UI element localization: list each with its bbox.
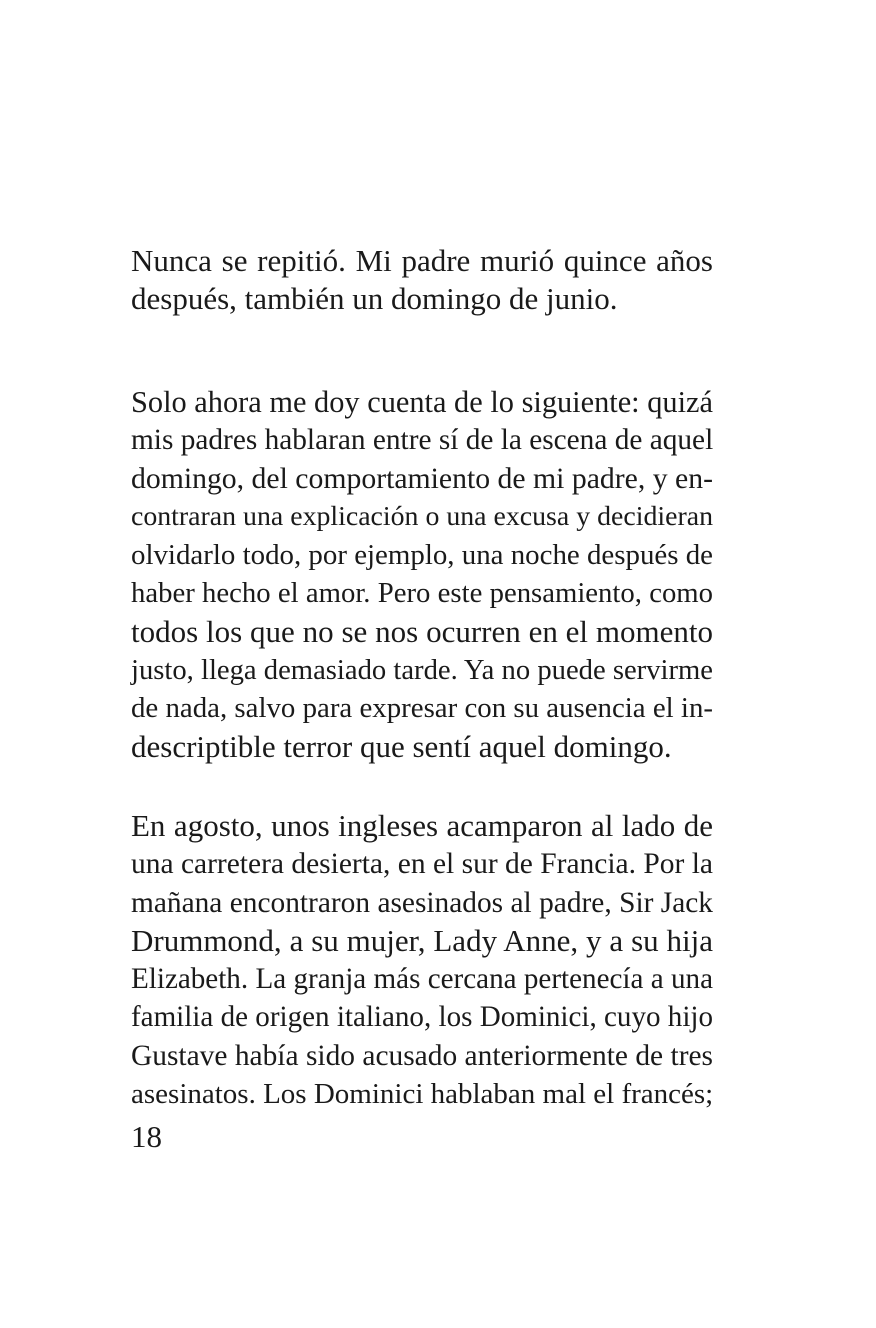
text-line: una carretera desierta, en el sur de Francia. Por la <box>131 848 713 881</box>
text-line: descriptible terror que sentí aquel domingo. <box>131 728 672 764</box>
text-line: Solo ahora me doy cuenta de lo siguiente: quizá <box>131 385 713 419</box>
text-line: Nunca se repitió. Mi padre murió quince años <box>131 243 713 278</box>
page-number: 18 <box>131 1119 162 1154</box>
text-line: familia de origen italiano, los Dominici, cuyo hijo <box>131 1001 713 1034</box>
text-line: Drummond, a su mujer, Lady Anne, y a su hija <box>131 922 713 958</box>
text-line: asesinatos. Los Dominici hablaban mal el francés; <box>131 1078 714 1111</box>
text-line: domingo, del comportamiento de mi padre, y en- <box>131 462 713 495</box>
paragraph-1 <box>131 242 713 319</box>
text-line: haber hecho el amor. Pero este pensamiento, como <box>131 577 713 610</box>
text-line: todos los que no se nos ocurren en el momento <box>131 613 713 649</box>
text-line: olvidarlo todo, por ejemplo, una noche después de <box>131 539 713 572</box>
text-line: justo, llega demasiado tarde. Ya no puede servirme <box>131 654 713 687</box>
paragraph-2 <box>131 383 713 766</box>
text-line: mañana encontraron asesinados al padre, Sir Jack <box>131 886 713 919</box>
text-line: mis padres hablaran entre sí de la escena de aquel <box>131 424 714 457</box>
text-line: después, también un domingo de junio. <box>131 281 618 317</box>
paragraph-3 <box>131 807 713 1113</box>
text-line: contraran una explicación o una excusa y decidieran <box>131 500 713 532</box>
text-line: Gustave había sido acusado anteriormente de tres <box>131 1039 713 1072</box>
text-line: Elizabeth. La granja más cercana pertenecía a una <box>131 963 713 996</box>
text-line: En agosto, unos ingleses acamparon al lado de <box>131 808 713 843</box>
text-line: de nada, salvo para expresar con su ausencia el in- <box>131 692 713 725</box>
